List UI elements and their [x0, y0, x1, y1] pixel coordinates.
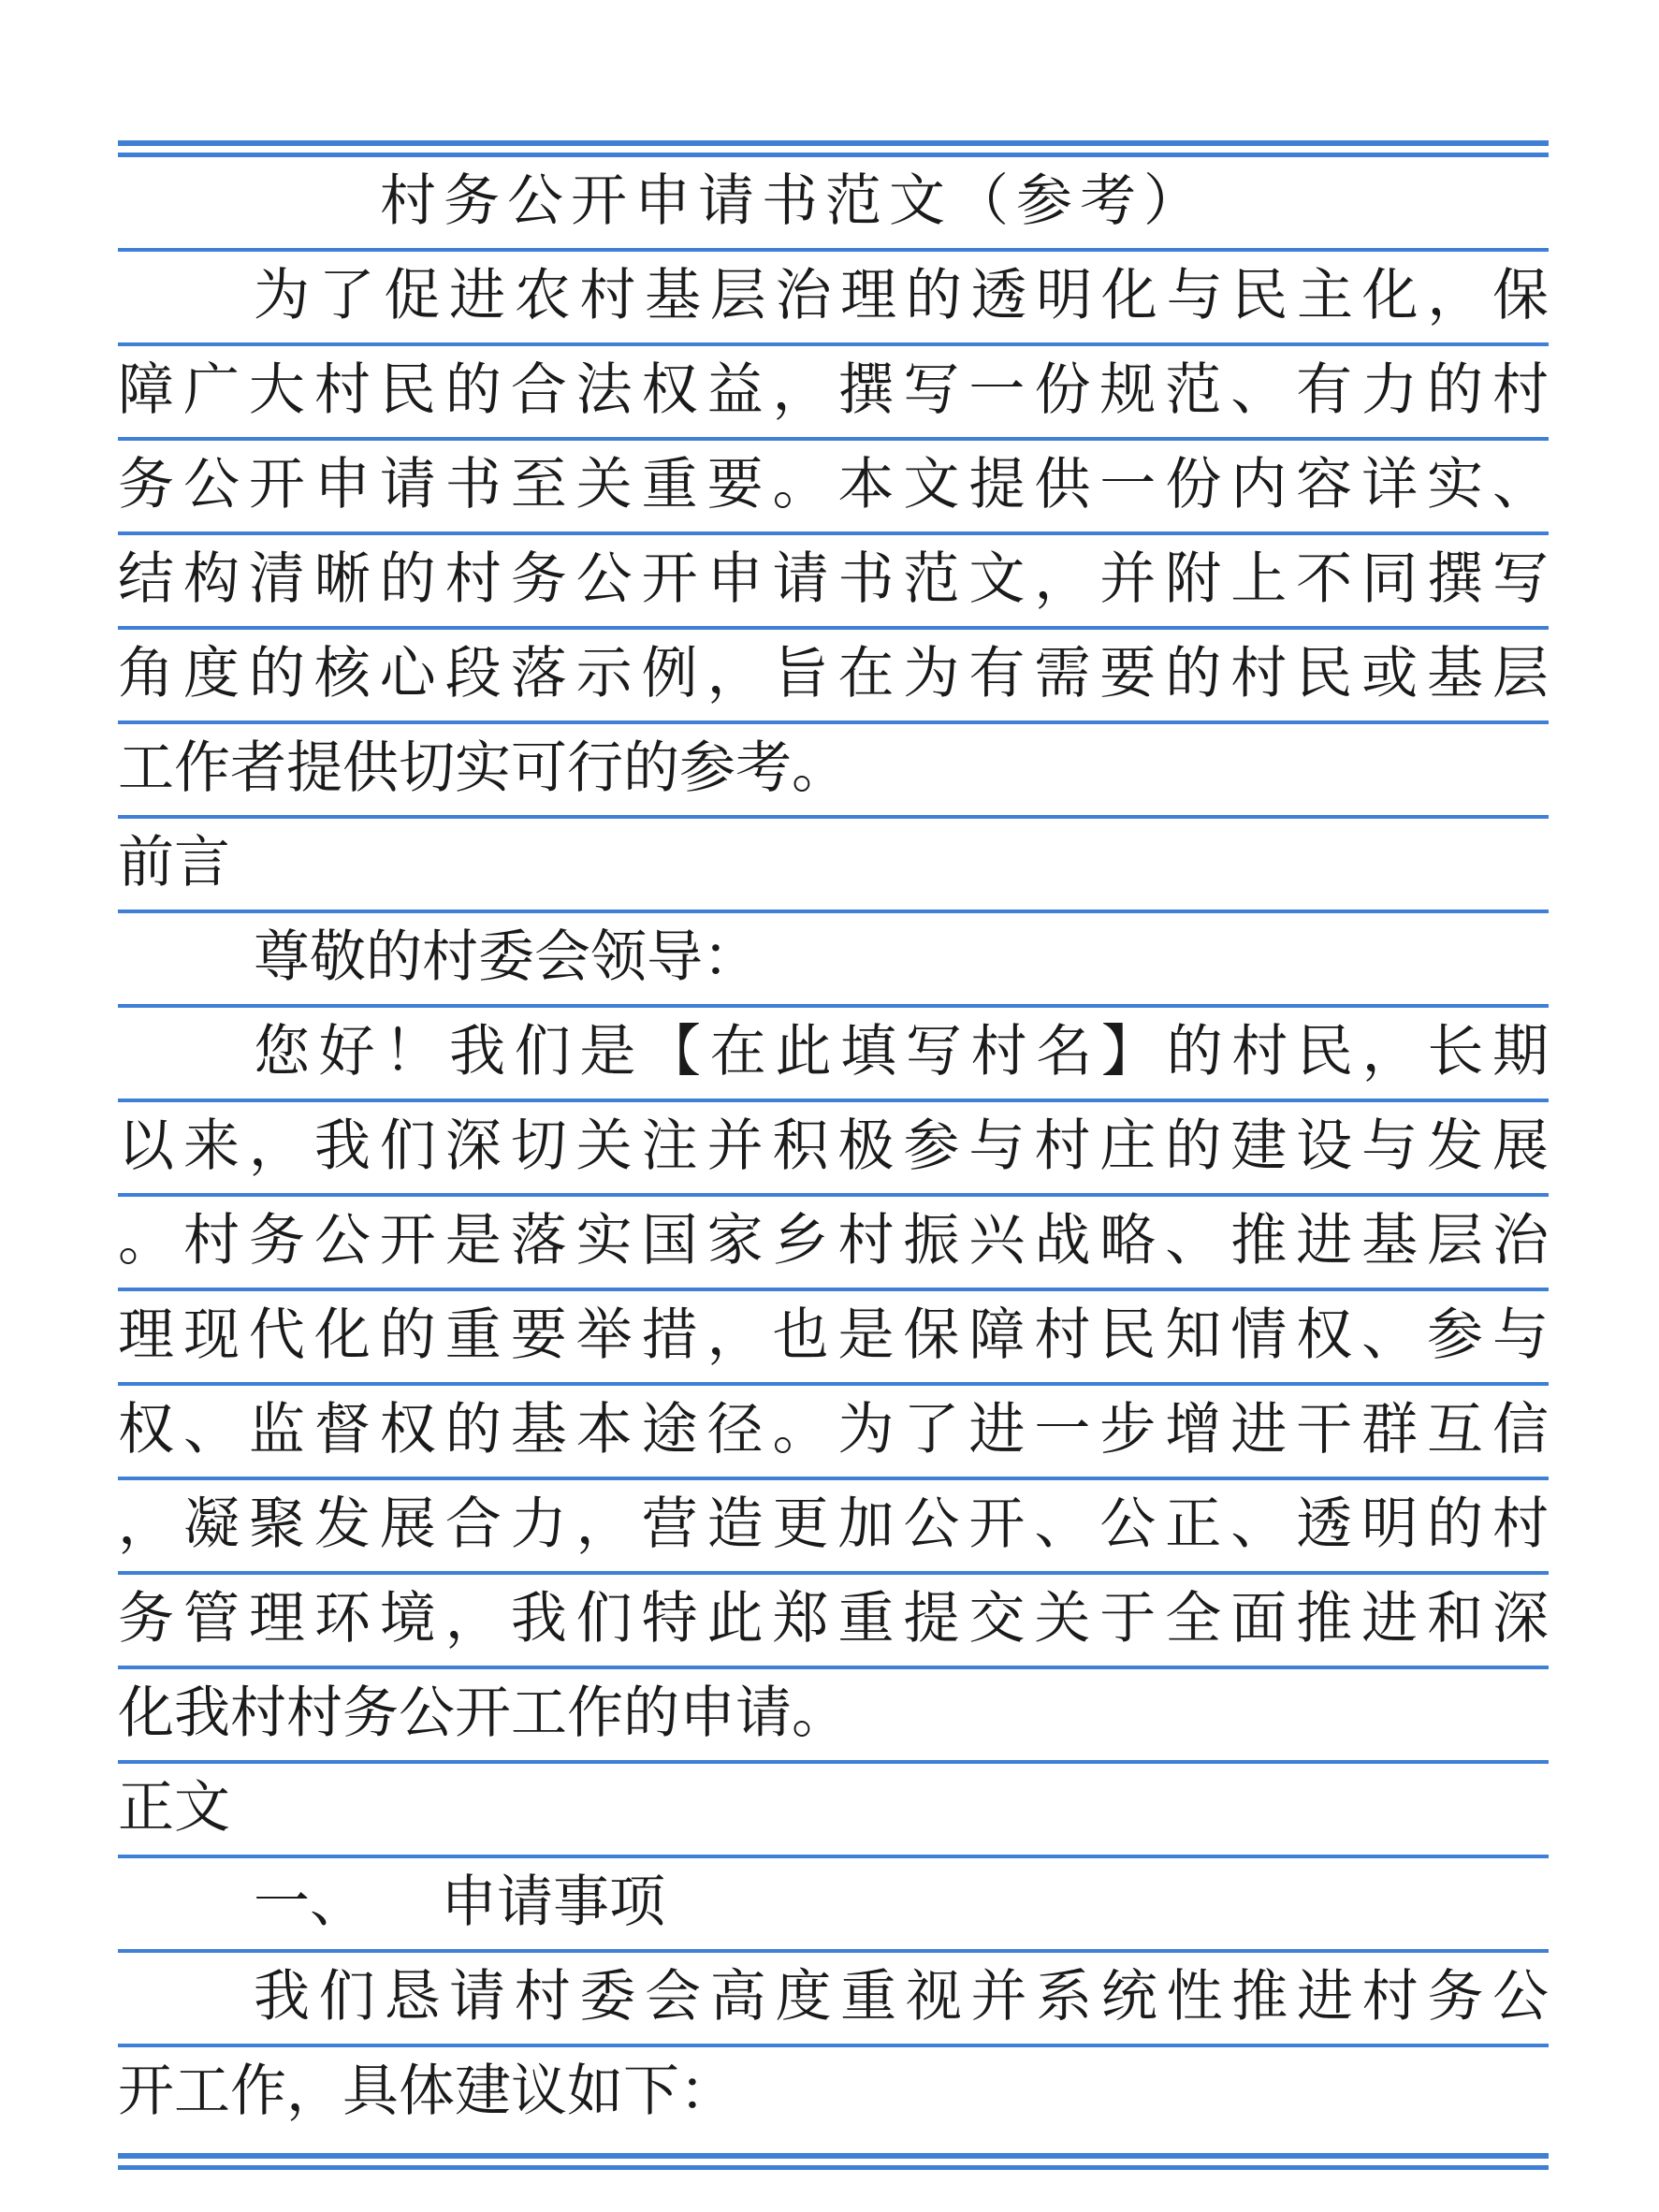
section-heading-preface: 前言	[118, 830, 230, 895]
intro-line: 角度的核心段落示例，旨在为有需要的村民或基层	[118, 641, 1549, 706]
body-line: 开工作，具体建议如下：	[118, 2059, 735, 2124]
intro-line: 工作者提供切实可行的参考。	[118, 735, 848, 801]
bottom-border	[118, 2153, 1549, 2176]
body-line: 我们恳请村委会高度重视并系统性推进村务公	[254, 1964, 1549, 2030]
preface-line: ，凝聚发展合力，营造更加公开、公正、透明的村	[118, 1492, 1549, 1557]
preface-line: 理现代化的重要举措，也是保障村民知情权、参与	[118, 1302, 1549, 1368]
item-number: 一、	[254, 1870, 366, 1935]
section-heading-body: 正文	[118, 1775, 230, 1841]
intro-line: 障广大村民的合法权益，撰写一份规范、有力的村	[118, 357, 1549, 423]
intro-line: 结构清晰的村务公开申请书范文，并附上不同撰写	[118, 546, 1549, 612]
document-title: 村务公开申请书范文（参考）	[380, 168, 1207, 234]
item-heading	[118, 1855, 1549, 1949]
intro-line: 务公开申请书至关重要。本文提供一份内容详实、	[118, 452, 1549, 517]
preface-line: 。村务公开是落实国家乡村振兴战略、推进基层治	[118, 1208, 1549, 1273]
salutation: 尊敬的村委会领导：	[254, 924, 759, 990]
item-title: 申请事项	[441, 1870, 665, 1935]
preface-line: 权、监督权的基本途径。为了进一步增进干群互信	[118, 1397, 1549, 1463]
preface-line: 化我村村务公开工作的申请。	[118, 1681, 848, 1746]
preface-line: 以来，我们深切关注并积极参与村庄的建设与发展	[118, 1113, 1549, 1179]
intro-line: 为了促进农村基层治理的透明化与民主化，保	[254, 263, 1549, 328]
preface-line: 您好！我们是【在此填写村名】的村民，长期	[254, 1019, 1549, 1084]
preface-line: 务管理环境，我们特此郑重提交关于全面推进和深	[118, 1586, 1549, 1652]
